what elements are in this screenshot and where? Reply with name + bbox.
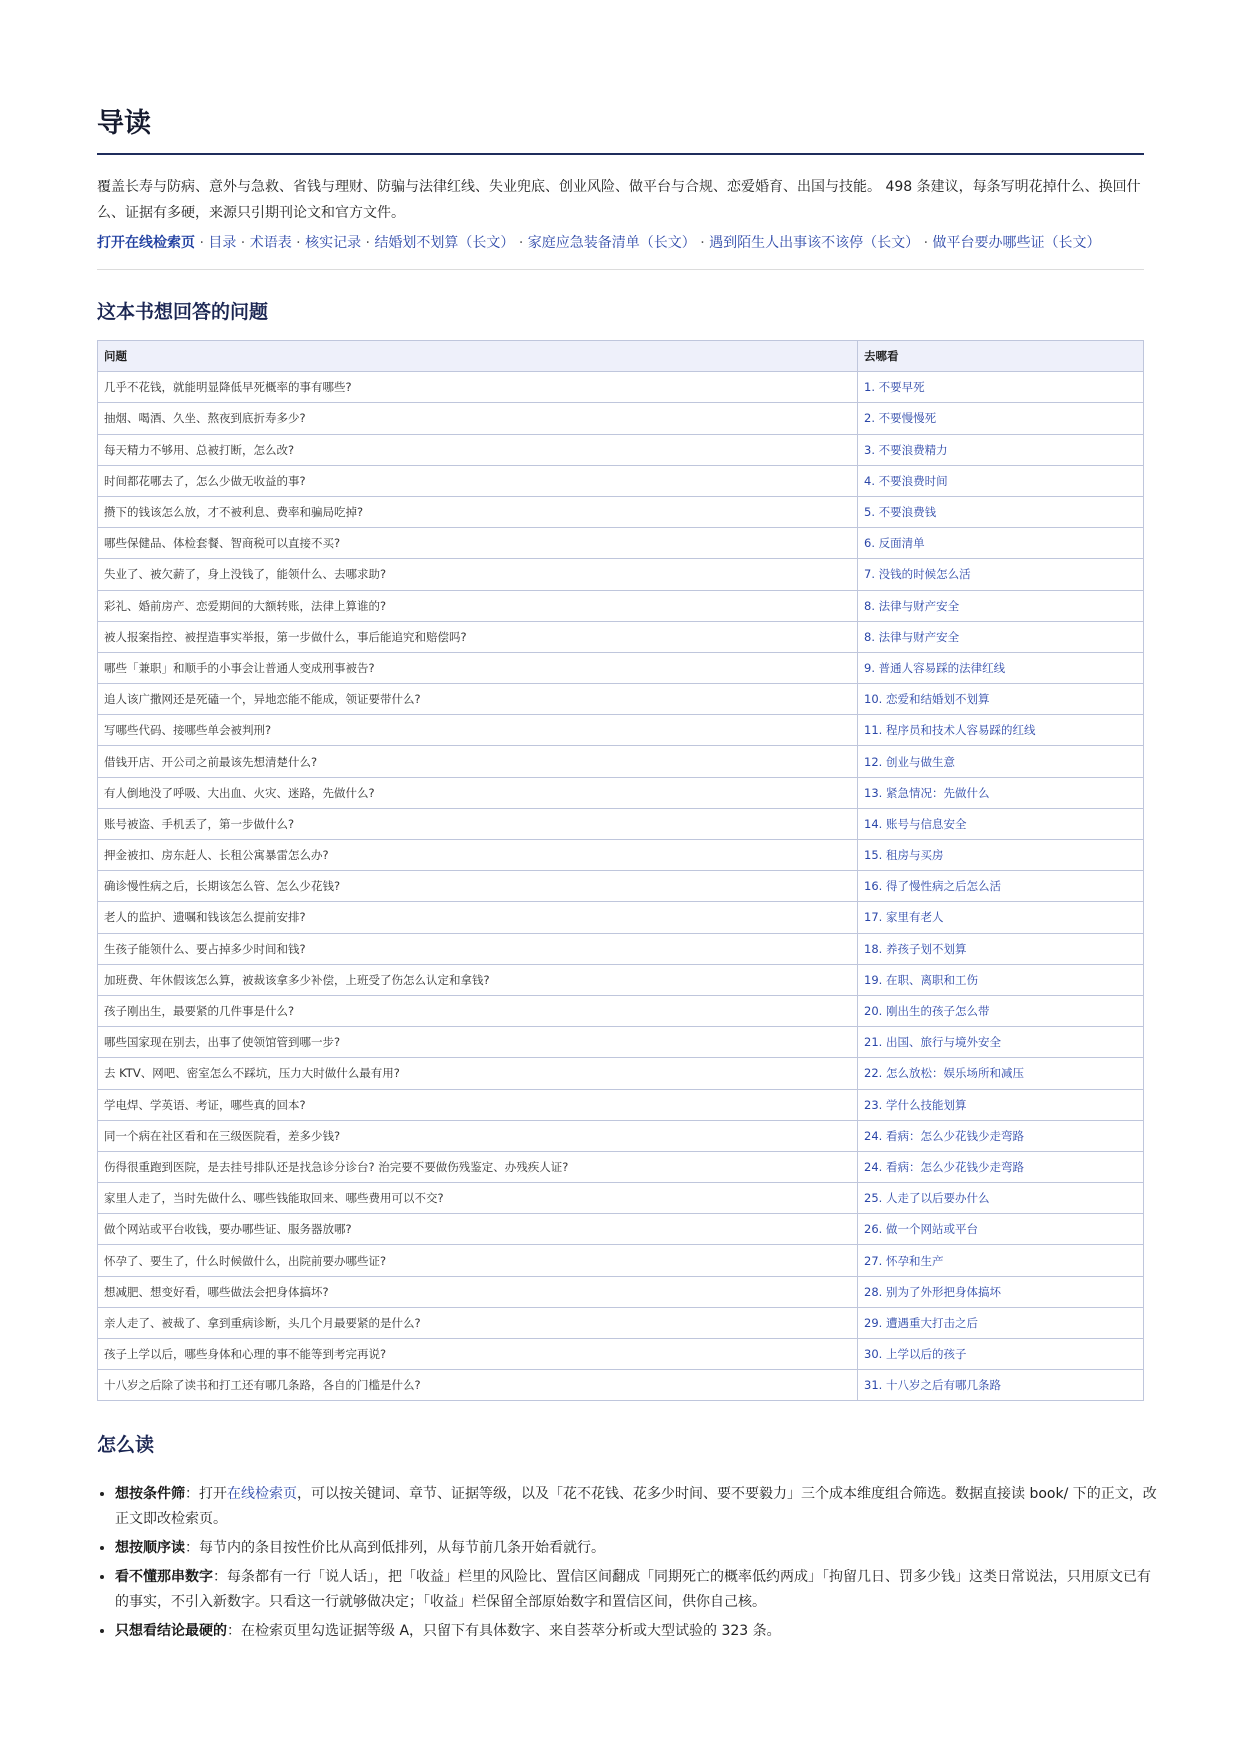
table-row <box>98 1058 1144 1089</box>
howto-heading: 怎么读 <box>97 1434 155 1456</box>
table-body <box>98 372 1144 1401</box>
goto-link[interactable]: 15. 租房与买房 <box>858 840 1144 871</box>
questions-heading: 这本书想回答的问题 <box>97 301 269 323</box>
table-row <box>98 1183 1144 1214</box>
question-cell: 账号被盗、手机丢了，第一步做什么? <box>98 808 858 839</box>
howto-text: ：打开 <box>185 1486 227 1502</box>
table-row <box>98 1214 1144 1245</box>
question-cell: 彩礼、婚前房产、恋爱期间的大额转账，法律上算谁的? <box>98 590 858 621</box>
table-row <box>98 1151 1144 1182</box>
goto-link[interactable]: 10. 恋爱和结婚划不划算 <box>858 684 1144 715</box>
list-item <box>115 1565 1162 1615</box>
list-item <box>115 1482 1162 1532</box>
question-cell: 去 KTV、网吧、密室怎么不踩坑，压力大时做什么最有用? <box>98 1058 858 1089</box>
link-separator: · <box>695 235 710 251</box>
goto-link[interactable]: 6. 反面清单 <box>858 528 1144 559</box>
goto-link[interactable]: 24. 看病：怎么少花钱少走弯路 <box>858 1120 1144 1151</box>
goto-link[interactable]: 16. 得了慢性病之后怎么活 <box>858 871 1144 902</box>
question-cell: 抽烟、喝酒、久坐、熬夜到底折寿多少? <box>98 403 858 434</box>
question-cell: 想减肥、想变好看，哪些做法会把身体搞坏? <box>98 1276 858 1307</box>
howto-text: ：在检索页里勾选证据等级 A，只留下有具体数字、来自荟萃分析或大型试验的 323 条。 <box>227 1623 781 1639</box>
intro-paragraph: 覆盖长寿与防病、意外与急救、省钱与理财、防骗与法律红线、失业兜底、创业风险、做平台与合规、恋爱婚育、出国与技能。 498 条建议，每条写明花掉什么、换回什么、证据有多硬，来源只引期刊论文和官方文件。 <box>97 179 1141 221</box>
table-row <box>98 434 1144 465</box>
goto-link[interactable]: 9. 普通人容易踩的法律红线 <box>858 652 1144 683</box>
top-links <box>97 230 1144 270</box>
link-verification[interactable]: 核实记录 <box>305 235 362 251</box>
goto-link[interactable]: 13. 紧急情况：先做什么 <box>858 777 1144 808</box>
table-row <box>98 652 1144 683</box>
link-separator: · <box>919 235 933 251</box>
howto-text: ，可以按关键词、章节、证据等级，以及「花不花钱、花多少时间、要不要毅力」三个成本维度组合筛选。数据直接读 book/ 下的正文，改正文即改检索页。 <box>115 1486 1157 1527</box>
goto-link[interactable]: 8. 法律与财产安全 <box>858 590 1144 621</box>
question-cell: 追人该广撒网还是死磕一个，异地恋能不能成，领证要带什么? <box>98 684 858 715</box>
table-row <box>98 840 1144 871</box>
table-row <box>98 403 1144 434</box>
page-title: 导读 <box>97 104 1144 155</box>
table-row <box>98 528 1144 559</box>
table-row <box>98 746 1144 777</box>
goto-link[interactable]: 18. 养孩子划不划算 <box>858 933 1144 964</box>
table-row <box>98 1245 1144 1276</box>
link-separator: · <box>514 235 528 251</box>
question-cell: 几乎不花钱，就能明显降低早死概率的事有哪些? <box>98 372 858 403</box>
question-cell: 被人报案指控、被捏造事实举报，第一步做什么，事后能追究和赔偿吗? <box>98 621 858 652</box>
question-cell: 亲人走了、被裁了、拿到重病诊断，头几个月最要紧的是什么? <box>98 1307 858 1338</box>
question-cell: 老人的监护、遗嘱和钱该怎么提前安排? <box>98 902 858 933</box>
table-row <box>98 808 1144 839</box>
goto-link[interactable]: 31. 十八岁之后有哪几条路 <box>858 1370 1144 1401</box>
question-cell: 十八岁之后除了读书和打工还有哪几条路，各自的门槛是什么? <box>98 1370 858 1401</box>
goto-link[interactable]: 17. 家里有老人 <box>858 902 1144 933</box>
howto-label: 看不懂那串数字 <box>115 1569 213 1585</box>
table-row <box>98 590 1144 621</box>
question-cell: 做个网站或平台收钱，要办哪些证、服务器放哪? <box>98 1214 858 1245</box>
goto-link[interactable]: 5. 不要浪费钱 <box>858 496 1144 527</box>
goto-link[interactable]: 29. 遭遇重大打击之后 <box>858 1307 1144 1338</box>
table-row <box>98 465 1144 496</box>
table-header-row <box>98 341 1144 372</box>
question-cell: 押金被扣、房东赶人、长租公寓暴雷怎么办? <box>98 840 858 871</box>
table-row <box>98 559 1144 590</box>
howto-text: ：每条都有一行「说人话」，把「收益」栏里的风险比、置信区间翻成「同期死亡的概率低约两成」「拘留几日、罚多少钱」这类日常说法，只用原文已有的事实，不引入新数字。只看这一行就够做决定；「收益」栏保留全部原始数字和置信区间，供你自己核。 <box>115 1569 1151 1610</box>
howto-text: ：每节内的条目按性价比从高到低排列，从每节前几条开始看就行。 <box>185 1540 605 1556</box>
howto-list <box>97 1482 1162 1648</box>
table-row <box>98 1370 1144 1401</box>
question-cell: 生孩子能领什么、要占掉多少时间和钱? <box>98 933 858 964</box>
question-cell: 有人倒地没了呼吸、大出血、火灾、迷路，先做什么? <box>98 777 858 808</box>
question-cell: 借钱开店、开公司之前最该先想清楚什么? <box>98 746 858 777</box>
link-separator: · <box>291 235 306 251</box>
table-row <box>98 995 1144 1026</box>
howto-label: 只想看结论最硬的 <box>115 1623 227 1639</box>
link-glossary[interactable]: 术语表 <box>249 235 292 251</box>
table-row <box>98 933 1144 964</box>
link-stranger-essay[interactable]: 遇到陌生人出事该不该停（长文） <box>709 235 920 251</box>
goto-link[interactable]: 8. 法律与财产安全 <box>858 621 1144 652</box>
goto-link[interactable]: 27. 怀孕和生产 <box>858 1245 1144 1276</box>
question-cell: 家里人走了，当时先做什么、哪些钱能取回来、哪些费用可以不交? <box>98 1183 858 1214</box>
table-row <box>98 964 1144 995</box>
question-cell: 加班费、年休假该怎么算，被裁该拿多少补偿，上班受了伤怎么认定和拿钱? <box>98 964 858 995</box>
link-online-search[interactable]: 打开在线检索页 <box>97 235 195 251</box>
table-row <box>98 902 1144 933</box>
goto-link[interactable]: 25. 人走了以后要办什么 <box>858 1183 1144 1214</box>
goto-link[interactable]: 21. 出国、旅行与境外安全 <box>858 1027 1144 1058</box>
goto-link[interactable]: 20. 刚出生的孩子怎么带 <box>858 995 1144 1026</box>
question-cell: 攒下的钱该怎么放，才不被利息、费率和骗局吃掉? <box>98 496 858 527</box>
table-row <box>98 1276 1144 1307</box>
table-row <box>98 684 1144 715</box>
question-cell: 怀孕了、要生了，什么时候做什么，出院前要办哪些证? <box>98 1245 858 1276</box>
question-cell: 哪些保健品、体检套餐、智商税可以直接不买? <box>98 528 858 559</box>
question-cell: 孩子刚出生，最要紧的几件事是什么? <box>98 995 858 1026</box>
link-separator: · <box>361 235 375 251</box>
table-row <box>98 1027 1144 1058</box>
goto-link[interactable]: 24. 看病：怎么少花钱少走弯路 <box>858 1151 1144 1182</box>
goto-link[interactable]: 1. 不要早死 <box>858 372 1144 403</box>
question-cell: 孩子上学以后，哪些身体和心理的事不能等到考完再说? <box>98 1339 858 1370</box>
column-header-goto: 去哪看 <box>858 341 1144 372</box>
link-marriage-essay[interactable]: 结婚划不划算（长文） <box>374 235 515 251</box>
list-item <box>115 1536 1162 1561</box>
link-separator: · <box>236 235 250 251</box>
table-row <box>98 1089 1144 1120</box>
table-row <box>98 1307 1144 1338</box>
link-separator: · <box>195 235 209 251</box>
question-cell: 伤得很重跑到医院，是去挂号排队还是找急诊分诊台? 治完要不要做伤残鉴定、办残疾人证? <box>98 1151 858 1182</box>
link-emergency-kit-essay[interactable]: 家庭应急装备清单（长文） <box>527 235 696 251</box>
table-row <box>98 777 1144 808</box>
questions-table <box>97 340 1144 1401</box>
goto-link[interactable]: 19. 在职、离职和工伤 <box>858 964 1144 995</box>
howto-label: 想按顺序读 <box>115 1540 185 1556</box>
table-row <box>98 871 1144 902</box>
question-cell: 写哪些代码、接哪些单会被判刑? <box>98 715 858 746</box>
link-platform-license-essay[interactable]: 做平台要办哪些证（长文） <box>932 235 1101 251</box>
table-row <box>98 621 1144 652</box>
goto-link[interactable]: 7. 没钱的时候怎么活 <box>858 559 1144 590</box>
question-cell: 哪些国家现在别去，出事了使领馆管到哪一步? <box>98 1027 858 1058</box>
howto-label: 想按条件筛 <box>115 1486 185 1502</box>
goto-link[interactable]: 26. 做一个网站或平台 <box>858 1214 1144 1245</box>
link-online-search-inline[interactable]: 在线检索页 <box>227 1486 297 1502</box>
list-item <box>115 1619 1162 1644</box>
table-row <box>98 1120 1144 1151</box>
goto-link[interactable]: 12. 创业与做生意 <box>858 746 1144 777</box>
question-cell: 失业了、被欠薪了，身上没钱了，能领什么、去哪求助? <box>98 559 858 590</box>
link-toc[interactable]: 目录 <box>208 235 237 251</box>
question-cell: 哪些「兼职」和顺手的小事会让普通人变成刑事被告? <box>98 652 858 683</box>
table-row <box>98 1339 1144 1370</box>
goto-link[interactable]: 22. 怎么放松：娱乐场所和减压 <box>858 1058 1144 1089</box>
question-cell: 学电焊、学英语、考证，哪些真的回本? <box>98 1089 858 1120</box>
question-cell: 同一个病在社区看和在三级医院看，差多少钱? <box>98 1120 858 1151</box>
goto-link[interactable]: 3. 不要浪费精力 <box>858 434 1144 465</box>
table-row <box>98 715 1144 746</box>
question-cell: 每天精力不够用、总被打断，怎么改? <box>98 434 858 465</box>
table-row <box>98 496 1144 527</box>
goto-link[interactable]: 23. 学什么技能划算 <box>858 1089 1144 1120</box>
column-header-question: 问题 <box>98 341 858 372</box>
goto-link[interactable]: 30. 上学以后的孩子 <box>858 1339 1144 1370</box>
question-cell: 时间都花哪去了，怎么少做无收益的事? <box>98 465 858 496</box>
question-cell: 确诊慢性病之后，长期该怎么管、怎么少花钱? <box>98 871 858 902</box>
goto-link[interactable]: 2. 不要慢慢死 <box>858 403 1144 434</box>
goto-link[interactable]: 11. 程序员和技术人容易踩的红线 <box>858 715 1144 746</box>
goto-link[interactable]: 14. 账号与信息安全 <box>858 808 1144 839</box>
table-row <box>98 372 1144 403</box>
goto-link[interactable]: 4. 不要浪费时间 <box>858 465 1144 496</box>
goto-link[interactable]: 28. 别为了外形把身体搞坏 <box>858 1276 1144 1307</box>
